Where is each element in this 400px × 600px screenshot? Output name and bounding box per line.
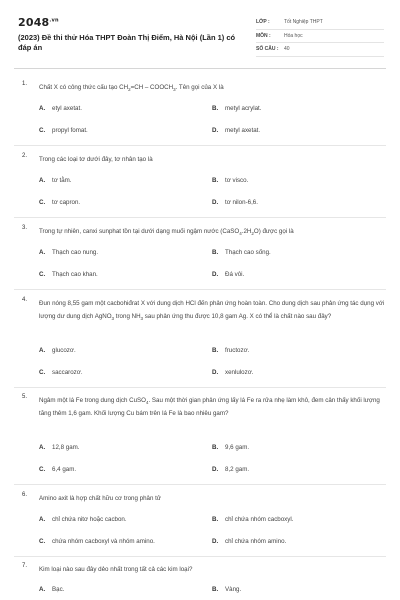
option-a[interactable]: [39, 516, 127, 526]
option-text: 8,2 gam.: [225, 466, 250, 473]
option-text: Thạch cao sống.: [225, 249, 271, 256]
option-text: metyl acrylat.: [225, 105, 262, 112]
option-c[interactable]: [39, 466, 76, 476]
option-text: propyl fomat.: [52, 127, 88, 134]
option-text: chỉ chứa nhóm cacboxyl.: [225, 516, 294, 523]
logo-suffix: .vn: [49, 17, 59, 24]
question-text: Kim loại nào sau đây dẻo nhất trong tất cả các kim loại?: [39, 566, 193, 573]
option-letter: C.: [39, 538, 46, 545]
option-letter: B.: [212, 177, 219, 184]
option-letter: A.: [39, 105, 46, 112]
option-letter: C.: [39, 199, 46, 206]
option-letter: D.: [212, 369, 219, 376]
option-d[interactable]: [212, 271, 244, 281]
meta-row-subject: [256, 30, 384, 44]
option-a[interactable]: [39, 444, 80, 454]
option-text: fructozơ.: [225, 347, 250, 354]
option-b[interactable]: [212, 249, 271, 259]
question-separator: [14, 556, 386, 557]
option-d[interactable]: [212, 369, 253, 379]
option-letter: D.: [212, 199, 219, 206]
option-b[interactable]: [212, 105, 261, 115]
meta-row-class: [256, 16, 384, 30]
option-text: tơ capron.: [52, 199, 81, 206]
question-text: Ngâm một lá Fe trong dung dịch CuSO$_4$. Sau một thời gian phản ứng lấy lá Fe ra rửa nhẹ làm khô, đem cân thấy khối lượng tăng thêm 1,6 gam. Khối lượng Cu bám trên lá Fe là bao nhiêu gam?: [39, 397, 380, 417]
document-header: [0, 0, 400, 88]
option-letter: A.: [39, 177, 46, 184]
question-number: 6.: [22, 492, 28, 498]
option-text: Thạch cao khan.: [52, 271, 98, 278]
option-letter: B.: [212, 249, 219, 256]
document-title: (2023) Đề thi thử Hóa THPT Đoàn Thị Điểm, Hà Nội (Lần 1) có đáp án: [18, 33, 236, 52]
option-letter: D.: [212, 127, 219, 134]
option-c[interactable]: [39, 538, 155, 548]
question-number: 5.: [22, 394, 28, 400]
option-text: tơ visco.: [225, 177, 249, 184]
question-number: 4.: [22, 297, 28, 303]
option-text: chỉ chứa nitơ hoặc cacbon.: [52, 516, 127, 523]
option-c[interactable]: [39, 127, 88, 137]
option-b[interactable]: [212, 516, 293, 526]
option-text: metyl axetat.: [225, 127, 261, 134]
question-number: 1.: [22, 81, 28, 87]
site-logo[interactable]: [18, 16, 59, 29]
question-number: 3.: [22, 225, 28, 231]
option-text: 9,6 gam.: [225, 444, 250, 451]
option-d[interactable]: [212, 466, 249, 476]
option-c[interactable]: [39, 369, 83, 379]
option-a[interactable]: [39, 105, 82, 115]
option-text: etyl axetat.: [52, 105, 82, 112]
meta-key: LỚP :: [256, 19, 270, 25]
option-d[interactable]: [212, 199, 258, 209]
option-text: Thạch cao nung.: [52, 249, 99, 256]
question-text: Đun nóng 8,55 gam một cacbohiđrat X với dung dịch HCl đến phản ứng hoàn toàn. Cho dung dịch sau phản ứng tác dụng với lượng dư dung dịch AgNO$_3$ trong $NH_3$ sau phản ứng thu được 10,8 gam Ag. X có thể là chất nào sau đây?: [39, 300, 385, 322]
question-text: Chất X có công thức cấu tạo $CH_2=CH$ – $COOCH_3$. Tên gọi của X là: [39, 84, 224, 93]
option-b[interactable]: [212, 347, 249, 357]
option-letter: B.: [212, 347, 219, 354]
option-letter: B.: [212, 516, 219, 523]
question-number: 7.: [22, 563, 28, 569]
option-letter: C.: [39, 127, 46, 134]
option-d[interactable]: [212, 127, 260, 137]
option-a[interactable]: [39, 347, 76, 357]
question-text: Amino axit là hợp chất hữu cơ trong phân tử: [39, 495, 161, 502]
meta-value: Hóa học: [284, 32, 303, 39]
meta-value: 40: [284, 46, 290, 52]
option-text: xenlulozơ.: [225, 369, 254, 376]
option-text: Đá vôi.: [225, 271, 245, 278]
logo-text: 2048: [18, 16, 50, 29]
option-a[interactable]: [39, 249, 98, 259]
option-text: 6,4 gam.: [52, 466, 77, 473]
option-letter: D.: [212, 538, 219, 545]
question-separator: [14, 484, 386, 485]
option-a[interactable]: [39, 586, 64, 596]
option-c[interactable]: [39, 271, 98, 281]
question-text: Trong các loại tơ dưới đây, tơ nhân tạo là: [39, 156, 153, 163]
option-letter: C.: [39, 271, 46, 278]
question-separator: [14, 217, 386, 218]
option-letter: D.: [212, 466, 219, 473]
option-text: chỉ chứa nhóm amino.: [225, 538, 287, 545]
option-letter: A.: [39, 347, 46, 354]
option-text: tơ nilon-6,6.: [225, 199, 258, 206]
option-text: Bạc.: [52, 586, 65, 593]
option-text: Vàng.: [225, 586, 242, 593]
option-text: glucozơ.: [52, 347, 76, 354]
question-text: Trong tự nhiên, canxi sunphat tồn tại dưới dạng muối ngậm nước $(CaSO_4.2H_2O)$ được gọi là: [39, 228, 294, 237]
question-separator: [14, 387, 386, 388]
exam-meta-table: [256, 16, 384, 57]
meta-row-question-count: [256, 43, 384, 57]
question-separator: [14, 145, 386, 146]
option-letter: B.: [212, 444, 219, 451]
option-letter: A.: [39, 444, 46, 451]
option-letter: A.: [39, 516, 46, 523]
header-divider: [14, 68, 386, 69]
option-b[interactable]: [212, 586, 241, 596]
option-text: 12,8 gam.: [52, 444, 80, 451]
question-separator: [14, 289, 386, 290]
meta-key: SỐ CÂU :: [256, 46, 279, 52]
option-letter: C.: [39, 369, 46, 376]
option-letter: C.: [39, 466, 46, 473]
option-letter: A.: [39, 249, 46, 256]
option-letter: B.: [212, 105, 219, 112]
option-letter: D.: [212, 271, 219, 278]
meta-key: MÔN :: [256, 32, 271, 39]
option-c[interactable]: [39, 199, 80, 209]
option-b[interactable]: [212, 177, 248, 187]
option-a[interactable]: [39, 177, 72, 187]
option-letter: A.: [39, 586, 46, 593]
option-text: saccarozơ.: [52, 369, 83, 376]
option-d[interactable]: [212, 538, 286, 548]
question-number: 2.: [22, 153, 28, 159]
option-letter: B.: [212, 586, 219, 593]
option-b[interactable]: [212, 444, 249, 454]
meta-value: Tốt Nghiệp THPT: [284, 19, 323, 25]
option-text: chứa nhóm cacboxyl và nhóm amino.: [52, 538, 155, 545]
option-text: tơ tằm.: [52, 177, 72, 184]
